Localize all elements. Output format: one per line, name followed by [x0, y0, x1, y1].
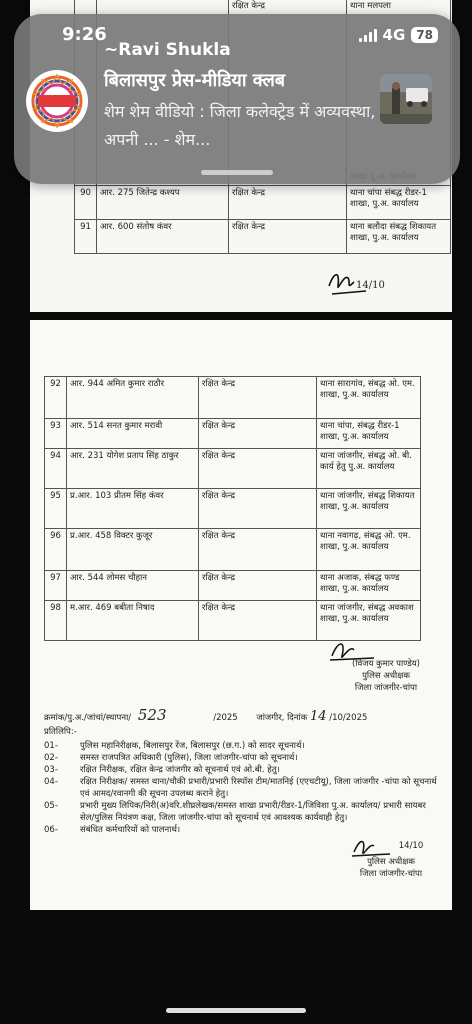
copy-text: समस्त राजपत्रित अधिकारी (पुलिस), जिला जांजगीर-चांपा को सूचनार्थ।: [80, 753, 298, 763]
new-posting: थाना जांजगीर, संबद्ध शिकायत शाखा, पु.अ. कार्यालय: [317, 489, 421, 529]
table-row: [45, 377, 421, 419]
row-number: 95: [45, 489, 67, 529]
employee-name: आर. 275 जितेन्द्र कश्यप: [97, 186, 229, 220]
battery-icon: 78: [411, 27, 438, 43]
notification-sender: ~Ravi Shukla: [104, 40, 231, 60]
row-number: 97: [45, 571, 67, 601]
signature-block: [326, 642, 446, 694]
new-posting: थाना जांजगीर, संबद्ध ओ. बी. कार्य हेतु पु.अ. कार्यालय: [317, 449, 421, 489]
list-item: [44, 752, 442, 764]
list-item: [44, 776, 442, 800]
signature-date: 14/10: [356, 280, 385, 291]
employee-name: म.आर. 469 बबीता निषाद: [67, 601, 199, 641]
old-posting: रक्षित केन्द्र: [229, 0, 347, 186]
copy-text: संबंधित कर्मचारियों को पालनार्थ।: [80, 825, 181, 835]
list-item: [44, 740, 442, 752]
officer-place: जिला जांजगीर-चांपा: [354, 683, 418, 693]
old-posting: रक्षित केन्द्र: [199, 377, 317, 419]
message-thumbnail: [380, 74, 432, 124]
old-posting: रक्षित केन्द्र: [199, 571, 317, 601]
row-number: 90: [75, 186, 97, 220]
date-label: जांजगीर, दिनांक: [256, 713, 308, 723]
new-posting: थाना मलपला: [350, 1, 391, 11]
table-row: [45, 601, 421, 641]
status-indicators: [359, 26, 438, 44]
new-posting: थाना जांजगीर, संबद्ध अवकाश शाखा, पु.अ. कार्यालय: [317, 601, 421, 641]
order-line: [44, 706, 444, 724]
copy-text: रक्षित निरीक्षक, रक्षित केन्द्र जांजगीर को सूचनार्थ एवं ओ.बी. हेतु।: [80, 765, 280, 775]
old-posting: रक्षित केन्द्र: [199, 489, 317, 529]
old-posting: रक्षित केन्द्र: [199, 529, 317, 571]
old-posting: रक्षित केन्द्र: [229, 220, 347, 254]
new-posting: थाना चांपा, संबद्ध रीडर-1 शाखा, पु.अ. कार्यालय: [317, 419, 421, 449]
old-posting: रक्षित केन्द्र: [229, 186, 347, 220]
old-posting: रक्षित केन्द्र: [199, 419, 317, 449]
table-row: [45, 529, 421, 571]
row-number: 96: [45, 529, 67, 571]
new-posting: थाना सारागांव, संबद्ध ओ. एम. शाखा, पु.अ. कार्यालय: [317, 377, 421, 419]
copy-text: प्रभारी मुख्य लिपिक/निरी(अ)वरि.शीघ्रलेखक/समस्त शाखा प्रभारी/रीडर-1/जिविशा पु.अ. कार्यालय/ प्रभारी सायबर सेल/पुलिस नियंत्रण कक्ष, जिला जांजगीर-चांपा को सूचनार्थ एवं आवश्यक कार्यवाही हेतु।: [80, 801, 426, 823]
employee-name: आर. 231 योगेश प्रताप सिंह ठाकुर: [67, 449, 199, 489]
status-time: 9:26: [62, 24, 107, 45]
copy-text: रक्षित निरीक्षक/ समस्त थाना/चौकी प्रभारी/प्रभारी रिस्पॉस टीम/मातनिई (एएचटीयू), जिला जांजगीर -चांपा को सूचनार्थ एवं आमद/रवानगी की सूचना उपलब्ध कराने हेतु।: [80, 777, 437, 799]
officer-title: पुलिस अधीक्षक: [362, 671, 410, 681]
notification-group-title: बिलासपुर प्रेस-मीडिया क्लब: [104, 70, 286, 91]
table-row: [75, 220, 451, 254]
new-posting: थाना चांपा संबद्ध रीडर-1 शाखा, पु.अ. कार्यालय: [347, 186, 451, 220]
network-label: 4G: [382, 26, 406, 44]
home-indicator[interactable]: [166, 1008, 306, 1013]
order-number: 523: [137, 706, 167, 724]
row-number: 91: [75, 220, 97, 254]
document-page-bottom: [30, 320, 452, 910]
copy-number: 04-: [44, 777, 58, 787]
new-posting: थाना नवागढ़, संबद्ध ओ. एम. शाखा, पु.अ. कार्यालय: [317, 529, 421, 571]
signature-scribble-icon: [350, 834, 400, 860]
group-avatar: [26, 70, 88, 132]
officer-place: जिला जांजगीर-चांपा: [359, 869, 423, 879]
officer-title: पुलिस अधीक्षक: [367, 857, 415, 867]
table-row: [45, 489, 421, 529]
notification-banner[interactable]: [14, 14, 460, 184]
copy-text: पुलिस महानिरीक्षक, बिलासपुर रेंज, बिलासपुर (छ.ग.) को सादर सूचनार्थ।: [80, 741, 305, 751]
bottom-signature-block: [336, 840, 446, 880]
table-row: [45, 419, 421, 449]
employee-name: प्र.आर. 103 प्रीतम सिंह कंवर: [67, 489, 199, 529]
employee-name: आर. 514 सनत कुमार मरावी: [67, 419, 199, 449]
copy-label: प्रतिलिपि:-: [44, 727, 77, 737]
table-row: [45, 449, 421, 489]
copy-number: 05-: [44, 801, 58, 811]
table-row: [45, 571, 421, 601]
order-prefix: क्रमांक/पु.अ./जांचां/स्थापना/: [44, 713, 132, 723]
table-row: [75, 186, 451, 220]
order-year: /2025: [213, 713, 238, 723]
old-posting: रक्षित केन्द्र: [199, 601, 317, 641]
copy-list: [44, 740, 442, 836]
employee-name: आर. 544 लोमस चौहान: [67, 571, 199, 601]
list-item: [44, 800, 442, 824]
row-number: 98: [45, 601, 67, 641]
officer-name: (विजय कुमार पाण्डेय): [351, 659, 421, 669]
copy-number: 01-: [44, 741, 58, 751]
old-posting: रक्षित केन्द्र: [199, 449, 317, 489]
order-date-rest: /10/2025: [329, 713, 368, 723]
list-item: [44, 764, 442, 776]
employee-name: आर. 600 संतोष कंवर: [97, 220, 229, 254]
row-number: 92: [45, 377, 67, 419]
signature-date: 14/10: [398, 841, 424, 851]
employee-name: प्र.आर. 458 विक्टर कुजूर: [67, 529, 199, 571]
new-posting: थाना अजाक, संबद्ध फण्ड शाखा, पु.अ. कार्यालय: [317, 571, 421, 601]
notification-message: शेम शेम वीडियो : जिला कलेक्ट्रेड में अव्यवस्था, अपनी ... - शेम...: [104, 102, 376, 149]
row-number: 93: [45, 419, 67, 449]
copy-number: 02-: [44, 753, 58, 763]
employee-name: आर. 944 अमित कुमार राठौर: [67, 377, 199, 419]
press-club-logo-icon: [26, 70, 88, 132]
video-thumbnail-icon: [380, 74, 432, 124]
signature: [326, 264, 386, 302]
signature-scribble-icon: [328, 636, 380, 664]
notification-drag-handle[interactable]: [201, 170, 273, 175]
order-day: 14: [309, 709, 327, 724]
copy-number: 06-: [44, 825, 58, 835]
transfer-table: [44, 376, 421, 641]
new-posting: थाना बलौदा संबद्ध शिकायत शाखा, पु.अ. कार्यालय: [347, 220, 451, 254]
signal-icon: [359, 29, 377, 42]
row-number: 94: [45, 449, 67, 489]
copy-number: 03-: [44, 765, 58, 775]
